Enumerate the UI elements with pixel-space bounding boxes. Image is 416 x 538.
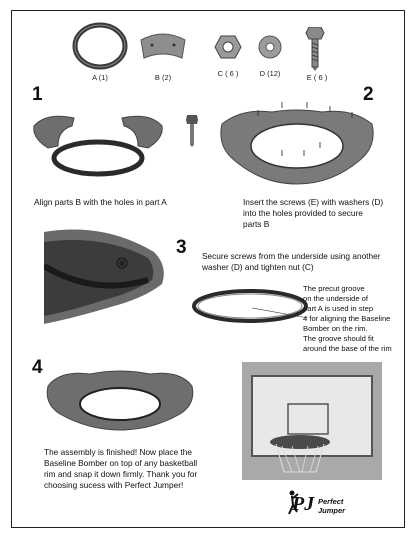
step-1-number: 1 [32, 84, 43, 105]
part-a-ring [72, 22, 128, 70]
part-d-washer [257, 34, 283, 60]
logo-mark: PJ [292, 493, 315, 515]
step-3-note-line: on the underside of [303, 294, 369, 303]
step-3-note-line: The precut groove [303, 284, 365, 293]
step-3-note-line: around the base of the rim [303, 344, 392, 353]
step-4-number: 4 [32, 357, 43, 378]
step-2-line: into the holes provided to secure [243, 208, 363, 218]
step-3-text [202, 251, 402, 273]
basketball-hoop-photo [242, 362, 382, 480]
part-c-label: C ( 6 ) [217, 69, 239, 78]
part-b-shell [138, 30, 188, 60]
logo-line-1: Perfect [318, 497, 344, 506]
step-3-line: Secure screws from the underside using another [202, 251, 381, 261]
step-4-assembly [40, 368, 200, 432]
step-3-ring [190, 288, 310, 324]
step-2-line: parts B [243, 219, 270, 229]
step-4-text [44, 447, 240, 491]
part-e-screw [304, 27, 326, 71]
part-d-label: D (12) [259, 69, 281, 78]
step-3-line: washer (D) and tighten nut (C) [202, 262, 314, 272]
step-3-note-line: Bomber on the rim. [303, 324, 368, 333]
step-2-number: 2 [363, 84, 374, 105]
step-3-number: 3 [176, 237, 187, 258]
step-3-note [303, 284, 407, 354]
part-e-label: E ( 6 ) [306, 73, 328, 82]
part-c-nut [214, 34, 242, 60]
step-4-line: choosing sucess with Perfect Jumper! [44, 480, 184, 490]
step-3-note-line: 4 for aligning the Baseline [303, 314, 391, 323]
perfect-jumper-logo [284, 490, 354, 520]
step-3-note-line: The groove should fit [303, 334, 374, 343]
step-3-closeup [44, 226, 168, 326]
step-3-note-line: part A is used in step [303, 304, 374, 313]
step-1-illustration [28, 108, 178, 183]
step-4-line: Baseline Bomber on top of any basketball [44, 458, 198, 468]
part-a-label: A (1) [92, 73, 108, 82]
logo-line-2: Jumper [318, 506, 346, 515]
step-1-text: Align parts B with the holes in part A [34, 197, 167, 207]
part-b-label: B (2) [154, 73, 172, 82]
step-2-illustration [212, 98, 382, 188]
step-4-line: The assembly is finished! Now place the [44, 447, 193, 457]
step-2-line: Insert the screws (E) with washers (D) [243, 197, 384, 207]
step-4-line: rim and snap it down firmly. Thank you for [44, 469, 198, 479]
step-2-text [243, 197, 403, 230]
step-1-screw [185, 115, 199, 147]
